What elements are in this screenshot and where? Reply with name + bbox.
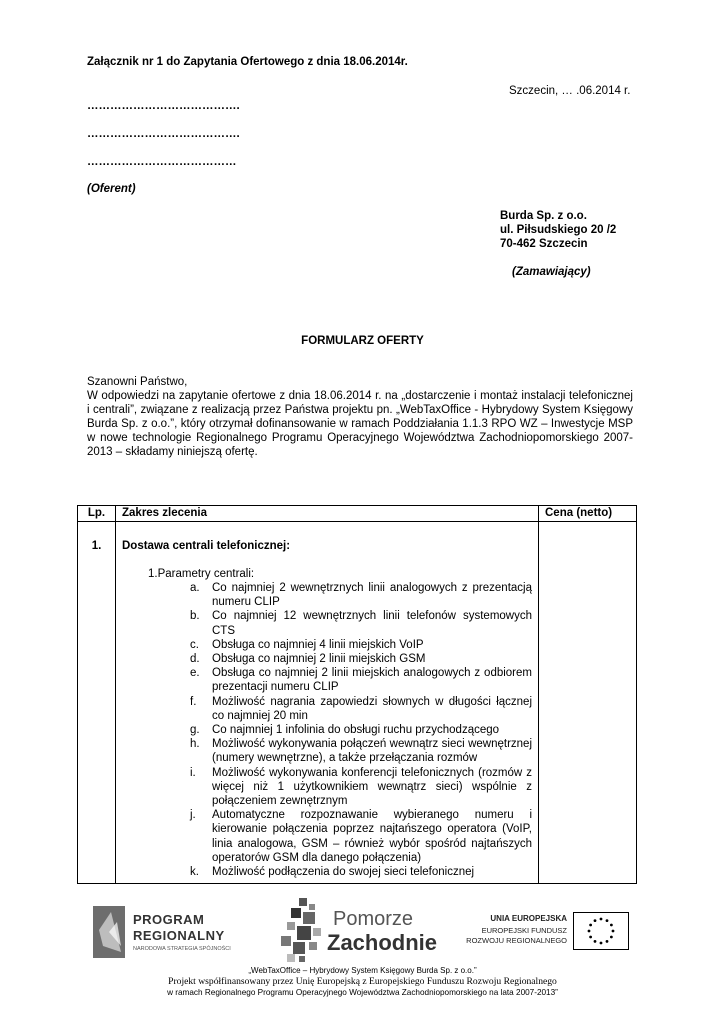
eu-star-icon xyxy=(600,918,603,921)
footer-project-name: „WebTaxOffice – Hybrydowy System Księgowy Burda Sp. z o.o.” xyxy=(248,966,477,975)
footer-cofinancing: Projekt współfinansowany przez Unię Europejską z Europejskiego Funduszu Rozwoju Regionalnego xyxy=(168,976,557,987)
eu-star-icon xyxy=(610,936,613,939)
row-price-cell[interactable] xyxy=(539,522,637,884)
param-text: Automatyczne rozpoznawanie wybieranego numeru i kierowanie połączenia poprzez najtańszego operatora (VoIP, linia analogowa, GSM – również wybór spośród najtańszych operatorów GSM dla danego połączenia) xyxy=(212,809,532,864)
params-heading: 1.Parametry centrali: xyxy=(148,568,255,580)
footer-program: w ramach Regionalnego Programu Operacyjnego Województwa Zachodniopomorskiego na lata 2007-2013” xyxy=(167,988,558,997)
header-price: Cena (netto) xyxy=(539,506,637,522)
param-item xyxy=(122,638,532,652)
eu-line3: ROZWOJU REGIONALNEGO xyxy=(466,936,567,945)
param-text: Obsługa co najmniej 2 linii miejskich analogowych z odbiorem prezentacji numeru CLIP xyxy=(212,667,532,694)
bidder-dots-line-3: ………………………………… xyxy=(87,156,237,168)
eu-star-icon xyxy=(594,919,597,922)
param-text: Możliwość wykonywania połączeń wewnątrz sieci wewnętrznej (numery wewnętrzne), a także przełączania rozmów xyxy=(212,738,532,765)
param-text: Możliwość podłączenia do swojej sieci telefonicznej xyxy=(212,866,475,879)
offer-table xyxy=(77,505,637,884)
param-item xyxy=(122,723,532,737)
pomorze-line1: Pomorze xyxy=(333,908,414,930)
footer-logos xyxy=(87,890,635,970)
param-item xyxy=(122,581,532,609)
param-marker: e. xyxy=(190,667,200,680)
intro-body: W odpowiedzi na zapytanie ofertowe z dnia 18.06.2014 r. na „dostarczenie i montaż instalacji telefonicznej i centrali”, związane z realizacją przez Państwa projektu pn. „WebTaxOffice - Hybrydowy System Księgowy Burda Sp. z o.o.”, który otrzymał dofinansowanie w ramach Poddziałania 1.1.3 RPO WZ – Inwestycje MSP w nowe technologie Regionalnego Programu Operacyjnego Województwa Zachodniopomorskiego 2007-2013 – składamy niniejszą ofertę. xyxy=(87,390,633,458)
row-scope xyxy=(116,522,539,884)
param-text: Co najmniej 2 wewnętrznych linii analogowych z prezentacją numeru CLIP xyxy=(212,582,532,609)
param-marker: a. xyxy=(190,582,200,594)
eu-logo xyxy=(455,912,633,962)
param-item xyxy=(122,666,532,694)
eu-star-icon xyxy=(610,924,613,927)
eu-star-icon xyxy=(600,942,603,945)
pomorze-line2: Zachodnie xyxy=(327,930,438,955)
eu-star-icon xyxy=(606,919,609,922)
program-line1: PROGRAM xyxy=(133,912,205,927)
table-header-row xyxy=(78,506,637,522)
eu-line2: EUROPEJSKI FUNDUSZ xyxy=(481,926,567,935)
param-text: Co najmniej 12 wewnętrznych linii telefonów systemowych CTS xyxy=(212,610,532,637)
place-date: Szczecin, … .06.2014 r. xyxy=(509,85,631,97)
param-marker: i. xyxy=(190,766,196,779)
param-marker: g. xyxy=(190,724,200,737)
row-lp: 1. xyxy=(78,522,116,884)
attachment-title: Załącznik nr 1 do Zapytania Ofertowego z dnia 18.06.2014r. xyxy=(87,56,408,68)
pomorze-zachodnie-icon xyxy=(273,896,333,966)
header-lp: Lp. xyxy=(78,506,116,522)
param-item xyxy=(122,695,532,723)
eu-star-icon xyxy=(588,930,591,933)
eu-star-icon xyxy=(612,930,615,933)
table-row xyxy=(78,522,637,884)
param-marker: b. xyxy=(190,610,200,623)
eu-line1: UNIA EUROPEJSKA xyxy=(490,914,567,923)
param-marker: h. xyxy=(190,738,200,751)
greeting: Szanowni Państwo, xyxy=(87,376,188,388)
eu-star-icon xyxy=(589,924,592,927)
bidder-dots-line-2: …………………………………. xyxy=(87,128,240,140)
param-item xyxy=(122,609,532,637)
header-scope: Zakres zlecenia xyxy=(116,506,539,522)
param-marker: f. xyxy=(190,695,197,708)
param-item xyxy=(122,808,532,865)
eu-flag-icon xyxy=(573,912,629,950)
param-text: Co najmniej 1 infolinia do obsługi ruchu przychodzącego xyxy=(212,724,500,737)
param-text: Możliwość wykonywania konferencji telefonicznych (rozmów z więcej niż 1 użytkownikiem wewnątrz sieci) wspólnie z połączeniem zewnętrznym xyxy=(212,766,532,808)
program-regionalny-logo xyxy=(91,902,261,962)
param-item xyxy=(122,652,532,666)
pomorze-zachodnie-logo xyxy=(273,894,443,966)
param-item xyxy=(122,766,532,809)
param-text: Obsługa co najmniej 2 linii miejskich GSM xyxy=(212,653,426,666)
recipient-role: (Zamawiający) xyxy=(512,266,591,278)
bidder-dots-line-1: …………………………………. xyxy=(87,100,240,112)
eu-star-icon xyxy=(589,936,592,939)
recipient-city: 70-462 Szczecin xyxy=(500,238,588,250)
program-regionalny-icon xyxy=(91,902,127,960)
bidder-label: (Oferent) xyxy=(87,183,136,195)
param-marker: d. xyxy=(190,653,200,666)
task-title: Dostawa centrali telefonicznej: xyxy=(122,540,291,552)
eu-star-icon xyxy=(606,940,609,943)
param-text: Możliwość nagrania zapowiedzi słownych w długości łącznej co najmniej 20 min xyxy=(212,695,532,722)
param-text: Obsługa co najmniej 4 linii miejskich VoIP xyxy=(212,638,424,651)
param-marker: k. xyxy=(190,866,199,879)
recipient-name: Burda Sp. z o.o. xyxy=(500,210,587,222)
param-item xyxy=(122,737,532,765)
program-sub: NARODOWA STRATEGIA SPÓJNOŚCI xyxy=(133,946,231,952)
param-item xyxy=(122,865,532,879)
intro-section xyxy=(87,375,633,459)
recipient-street: ul. Piłsudskiego 20 /2 xyxy=(500,224,617,236)
param-marker: j. xyxy=(190,809,196,822)
form-title: FORMULARZ OFERTY xyxy=(301,335,424,347)
param-marker: c. xyxy=(190,638,199,651)
program-line2: REGIONALNY xyxy=(133,928,225,943)
params-list xyxy=(122,581,532,879)
eu-star-icon xyxy=(594,940,597,943)
